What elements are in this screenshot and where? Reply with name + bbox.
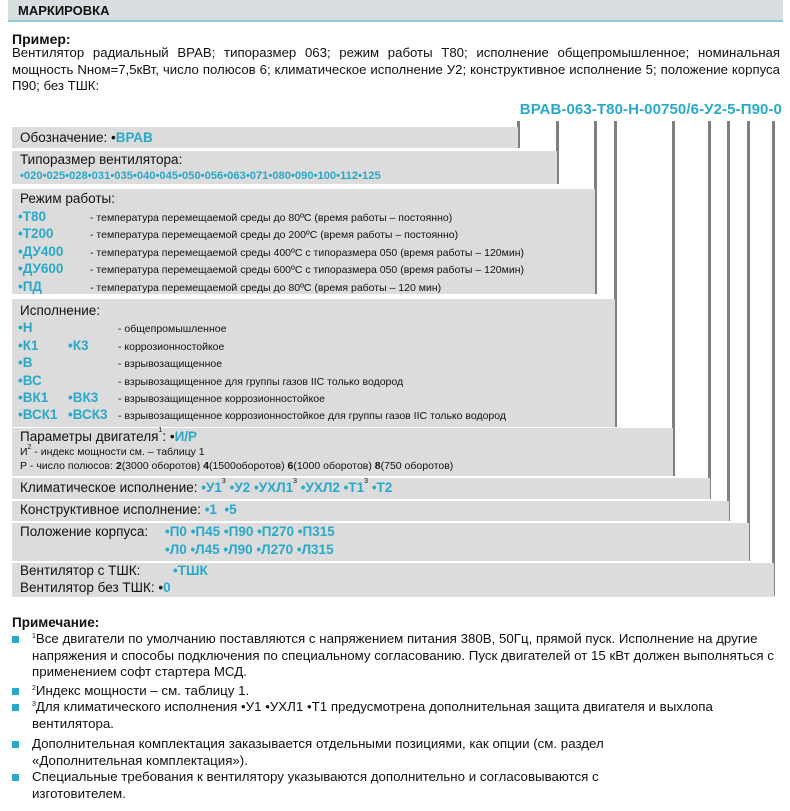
execution-desc: - взрывозащищенное коррозионностойкое: [118, 393, 325, 405]
execution-code-2: •ВК3: [68, 390, 99, 405]
climate-code: •УХЛ1: [254, 480, 294, 495]
tshk-with-label: Вентилятор с ТШК:: [20, 563, 141, 578]
motor-sup: 1: [158, 427, 163, 434]
note-item: $^1$Все двигатели по умолчанию поставляются с напряжением питания 380В, 50Гц, прямой пуск. Исполнение на другие напряжения и способы подключения по специальному согласованию. Пуск двигателей от 15 кВт должен выполняться с применением софт стартера МСД.: [12, 631, 782, 681]
execution-desc: - коррозионностойкое: [118, 341, 225, 353]
note-item: $^3$Для климатического исполнения •У1 •УХЛ1 •Т1 предусмотрена дополнительная защита двигателя и выхлопа вентилятора.: [12, 699, 782, 732]
mode-code: •ДУ600: [18, 261, 64, 276]
mode-label: Режим работы:: [20, 191, 115, 206]
execution-code-2: •ВСК3: [68, 407, 108, 422]
execution-desc: - взрывозащищенное: [118, 358, 223, 370]
motor-poles-line: Р - число полюсов: 2(3000 оборотов) 4(1500оборотов) 6(1000 оборотов) 8(750 оборотов): [20, 460, 454, 472]
execution-code: •ВК1: [18, 390, 49, 405]
connector-line-motor: [672, 121, 675, 476]
climate-box: [12, 478, 710, 499]
size-label: Типоразмер вентилятора:: [20, 152, 183, 167]
execution-code: •К1: [18, 338, 39, 353]
execution-code: •ВСК1: [18, 407, 58, 422]
construct-box: [12, 501, 729, 521]
mode-code: •ПД: [18, 279, 43, 294]
note-item: Специальные требования к вентилятору указываются дополнительно и согласовываются с изготовителем.: [12, 769, 782, 802]
execution-desc: - общепромышленное: [118, 323, 227, 335]
climate-code: •У2: [229, 480, 251, 495]
size-box: [12, 151, 557, 184]
note-item: Дополнительная комплектация заказывается отдельными позициями, как опции (см. раздел «Дополнительная комплектация»).: [12, 736, 782, 769]
construct-label: Конструктивное исполнение:: [20, 502, 205, 517]
execution-code: •Н: [18, 320, 33, 335]
mode-box: [12, 189, 595, 294]
execution-code-2: •К3: [68, 338, 89, 353]
position-box: [12, 523, 749, 561]
mode-desc: - температура перемещаемой среды до 80ºС (время работы – постоянно): [90, 212, 453, 224]
note-item: $^2$Индекс мощности – см. таблицу 1.: [12, 683, 782, 700]
execution-code: •В: [18, 355, 33, 370]
climate-label: Климатическое исполнение:: [20, 480, 202, 495]
climate-code: •Т2: [371, 480, 393, 495]
designation-value: ВРАВ: [115, 130, 153, 145]
climate-code: •УХЛ2: [300, 480, 340, 495]
section-title: МАРКИРОВКА: [18, 3, 110, 18]
connector-line-construct: [727, 121, 730, 521]
notes-title: Примечание:: [12, 615, 100, 630]
square-bullet-icon: [12, 741, 19, 748]
execution-code: •ВС: [18, 373, 42, 388]
position-row-1: •П0 •П45 •П90 •П270 •П315: [165, 524, 335, 539]
connector-line-position: [747, 121, 750, 561]
example-title: Пример:: [12, 31, 71, 47]
tshk-box: [12, 563, 774, 597]
mode-code: •Т200: [18, 226, 54, 241]
position-row-2: •Л0 •Л45 •Л90 •Л270 •Л315: [165, 542, 334, 557]
climate-code: •Т1: [343, 480, 365, 495]
section-header: [8, 0, 783, 22]
mode-code: •Т80: [18, 209, 46, 224]
connector-line-tshk: [772, 121, 775, 596]
connector-line-climate: [708, 121, 711, 499]
motor-label-line: [20, 429, 197, 444]
designation-box: [12, 127, 518, 148]
mode-code: •ДУ400: [18, 244, 64, 259]
motor-label-tail: : •: [162, 429, 175, 444]
mode-desc: - температура перемещаемой среды до 80ºС (время работы – 120 мин): [90, 282, 442, 294]
square-bullet-icon: [12, 688, 19, 695]
execution-box: [12, 299, 615, 427]
construct-line: Конструктивное исполнение: •1 •5: [20, 502, 237, 517]
mode-desc: - температура перемещаемой среды 600ºС с типоразмера 050 (время работы – 120мин): [90, 264, 524, 276]
execution-label: Исполнение:: [20, 303, 101, 318]
square-bullet-icon: [12, 774, 19, 781]
execution-desc: - взрывозащищенное для группы газов IIC только водород: [118, 376, 404, 388]
tshk-with-value: •ТШК: [173, 563, 208, 578]
square-bullet-icon: [12, 636, 19, 643]
motor-index-line: $И^2$ - индекс мощности см. – таблицу 1: [20, 444, 205, 458]
position-label: Положение корпуса:: [20, 524, 149, 539]
size-values: •020•025•028•031•035•040•045•050•056•063•071•080•090•100•112•125: [20, 170, 381, 182]
climate-code: •У1: [201, 480, 222, 495]
motor-box: [12, 428, 673, 476]
mode-desc: - температура перемещаемой среды до 200ºС (время работы – постоянно): [90, 229, 459, 241]
motor-value: И/Р: [174, 429, 198, 444]
example-text: Вентилятор радиальный ВРАВ; типоразмер 063; режим работы Т80; исполнение общепромышленное; номинальная мощность Nном=7,5кВт, число полюсов 6; климатическое исполнение У2; конструктивное исполнение 5; положение корпуса П90; без ТШК:: [12, 45, 780, 93]
tshk-without-line: Вентилятор без ТШК: •0: [20, 580, 171, 595]
designation-label: Обозначение: •: [20, 130, 116, 145]
climate-line: Климатическое исполнение: $•У1^3$ •У2 $•УХЛ1^3$ •УХЛ2 $•Т1^3$ •Т2: [20, 478, 393, 495]
square-bullet-icon: [12, 704, 19, 711]
motor-label: Параметры двигателя: [20, 429, 159, 444]
mode-desc: - температура перемещаемой среды 400ºС с типоразмера 050 (время работы – 120мин): [90, 247, 524, 259]
marking-code: ВРАВ-063-Т80-Н-00750/6-У2-5-П90-0: [519, 101, 782, 118]
execution-desc: - взрывозащищенное коррозионностойкое для группы газов IIC только водород: [118, 410, 506, 422]
